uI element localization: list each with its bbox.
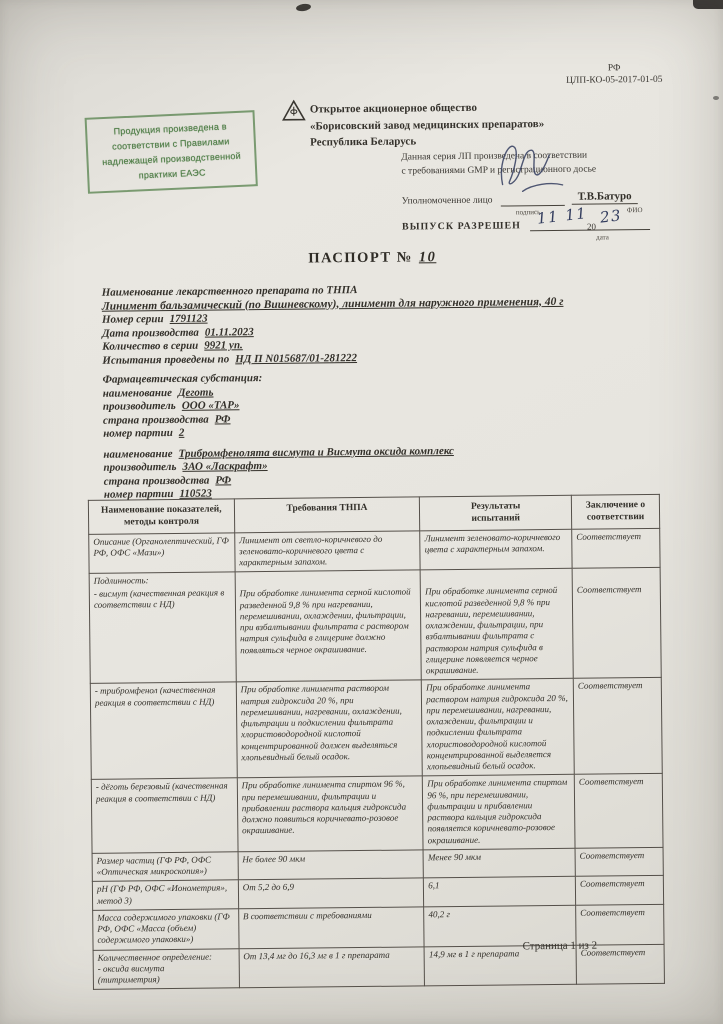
table-row-description [89,528,660,574]
document-code-number: ЦЛП-КО-05-2017-01-05 [565,74,663,86]
result-cell: При обработке линимента раствором натрия гидроксида 20 %, при перемешивании, нагревании, охлаждении, фильтрации и подкислении фильтрата хлористоводородной кислотой концентрированной выделяется хлопьевидный белый осадок. [422,679,575,777]
document-title-label: ПАСПОРТ № [308,249,413,267]
indicator-name-cell: рН (ГФ РФ, ОФС «Ионометрия», метод 3) [92,880,238,910]
document-number: 10 [418,249,437,266]
series-gmp-line: с требованиями GMP и регистрационного досье [401,164,597,177]
indicator-name-cell: - дёготь березовый (качественная реакция в соответствии с НД) [91,778,238,853]
company-country: Республика Беларусь [310,135,417,149]
release-year-handwritten: 23 [598,206,623,227]
signature-line [501,184,565,207]
substance-country-label: страна производства [103,474,210,488]
substance-name-label: наименование [102,386,173,400]
gmp-compliance-stamp [85,110,258,194]
substance-batch-label: номер партии [103,426,173,440]
product-name-label: Наименование лекарственного препарата по ТНПА [101,284,358,299]
indicator-name-cell: Описание (Органолептический, ГФ РФ, ОФС «Мази») [89,533,235,574]
substance-name-value: Деготь [177,386,214,399]
requirement-cell: При обработке линимента серной кислотой разведенной 9,8 % при нагревании, перемешивании, охлаждении, фильтрации, при взбалтывании фильтрата с раствором натрия сульфида в глицерине должно появляться черное окрашивание. [235,570,422,682]
substance-producer-label: производитель [102,399,176,413]
requirement-cell: Не более 90 мкм [238,850,424,880]
group-label: Подлинность: [93,575,149,587]
table-row-bismuth [89,568,661,684]
requirement-cell: При обработке линимента раствором натрия гидроксида 20 %, при перемешивании, нагревании, охлаждении, фильтрации и подкислении фильтрата хлористоводородной кислотой концентрированной должен выделяться хлопьевидный белый осадок. [236,680,423,778]
product-info [102,281,663,368]
table-row-birch-tar [91,774,663,853]
conclusion-cell: Соответствует [573,678,662,775]
col-header-results: Результаты испытаний [420,495,572,530]
stamp-line: соответствии с Правилами [111,136,230,152]
requirement-cell: От 13,4 мг до 16,3 мг в 1 г препарата [239,947,425,989]
indicator-name: - висмут (качественная реакция в соответствии с НД) [93,587,225,610]
series-value: 1791123 [169,312,208,325]
requirement-cell: При обработке линимента спиртом 96 %, при перемешивании, фильтрации и прибавлении раствора кальция гидроксида должно появиться коричневато-розовое окрашивание. [237,776,423,851]
substance-batch-label: номер партии [103,487,174,501]
company-type: Открытое акционерное общество [309,101,478,116]
result-cell: Линимент зеленовато-коричневого цвета с характерным запахом. [420,529,572,570]
test-results-table [88,494,665,990]
result-cell: Менее 90 мкм [423,848,575,878]
substance-info [103,368,664,502]
series-quantity-label: Количество в серии [102,339,199,353]
col-header-indicators: Наименование показателей, методы контроля [88,499,234,534]
conclusion-cell: Соответствует [572,528,660,569]
signature-caption: подпись [515,208,541,217]
substance-producer-value: ООО «ТАР» [181,399,240,412]
authorized-person-label: Уполномоченное лицо [401,195,493,207]
requirement-cell: Линимент от светло-коричневого до зеленовато-коричневого цвета с характерным запахом. [234,531,420,573]
product-name: Линимент бальзамический (по Вишневскому), линимент для наружного применения, 40 г [101,295,564,313]
substance-country-value: РФ [214,412,231,426]
date-line [530,210,650,231]
company-name: «Борисовский завод медицинских препаратов» [309,117,545,133]
release-date-handwritten: 11 11 [536,204,589,228]
substance-producer-label: производитель [103,460,177,474]
indicator-name-cell [89,572,236,684]
company-logo-icon [282,100,306,122]
series-gmp-line: Данная серия ЛП произведена в соответствии [401,150,588,163]
tests-reference-label: Испытания проведены по [102,352,230,367]
substance-batch-value: 2 [178,426,185,439]
production-date-value: 01.11.2023 [204,325,254,339]
result-cell: 14,9 мг в 1 г препарата [424,945,576,986]
substance-name-value: Трибромфенолята висмута и Висмута оксида комплекс [178,444,454,460]
page-number: Страница 1 из 2 [522,939,598,953]
date-caption: дата [596,233,609,242]
release-year-prefix: 20 [586,221,597,232]
indicator-name-cell: Размер частиц (ГФ РФ, ОФС «Оптическая микроскопия») [92,852,238,882]
substance-country-value: РФ [215,473,232,487]
conclusion-cell: Соответствует [576,904,664,945]
result-cell: При обработке линимента спиртом 96 %, при перемешивании, фильтрации и прибавлении раствора кальция гидроксида появляется коричневато-розовое окрашивание. [423,775,575,850]
document-title [87,247,657,270]
authorized-person-name: Т.В.Батуро [572,190,638,205]
conclusion-cell: Соответствует [576,944,664,985]
conclusion-cell: Соответствует [572,568,661,679]
stamp-line: надлежащей производственной [102,150,242,167]
col-header-conclusion: Заключение о соответствии [571,494,659,529]
substance-batch-value: 110523 [179,487,212,500]
substance-name-label: наименование [103,447,173,461]
indicator-name-cell: Количественное определение: - оксида висмута (титриметрия) [93,948,239,989]
substance-title: Фармацевтическая субстанция: [102,372,263,386]
name-caption: ФИО [626,206,643,215]
result-cell: 40,2 г [424,905,576,946]
series-label: Номер серии [101,313,164,326]
requirement-cell: От 5,2 до 6,9 [238,878,424,908]
conclusion-cell: Соответствует [575,847,663,876]
release-approved-label: ВЫПУСК РАЗРЕШЕН [401,220,521,233]
indicator-name-cell: - трибромфенол (качественная реакция в соответствии с НД) [90,682,237,780]
stamp-line: практики ЕАЭС [138,166,206,180]
production-date-label: Дата производства [102,326,199,340]
result-cell: При обработке линимента серной кислотой разведенной 9,8 % при нагревании, перемешивании, охлаждении, фильтрации, при взбалтывании фильтрата с раствором натрия сульфида в глицерине появляется черное окрашивание. [420,569,573,681]
document-code-country: РФ [607,63,621,74]
series-quantity-value: 9921 уп. [204,339,243,352]
requirement-cell: В соответствии с требованиями [238,907,424,949]
conclusion-cell: Соответствует [574,774,663,848]
col-header-requirements: Требования ТНПА [234,497,420,533]
substance-country-label: страна производства [102,413,209,427]
substance-producer-value: ЗАО «Ласкрафт» [182,459,268,473]
table-row-tribromophenol [90,678,662,780]
tests-reference-value: НД П N015687/01-281222 [235,351,358,365]
result-cell: 6,1 [424,877,576,907]
conclusion-cell: Соответствует [575,876,663,905]
document-code [566,63,663,88]
indicator-name-cell: Масса содержимого упаковки (ГФ РФ, ОФС «Масса (объем) содержимого упаковки») [93,909,239,950]
stamp-line: Продукция произведена в [113,121,227,137]
